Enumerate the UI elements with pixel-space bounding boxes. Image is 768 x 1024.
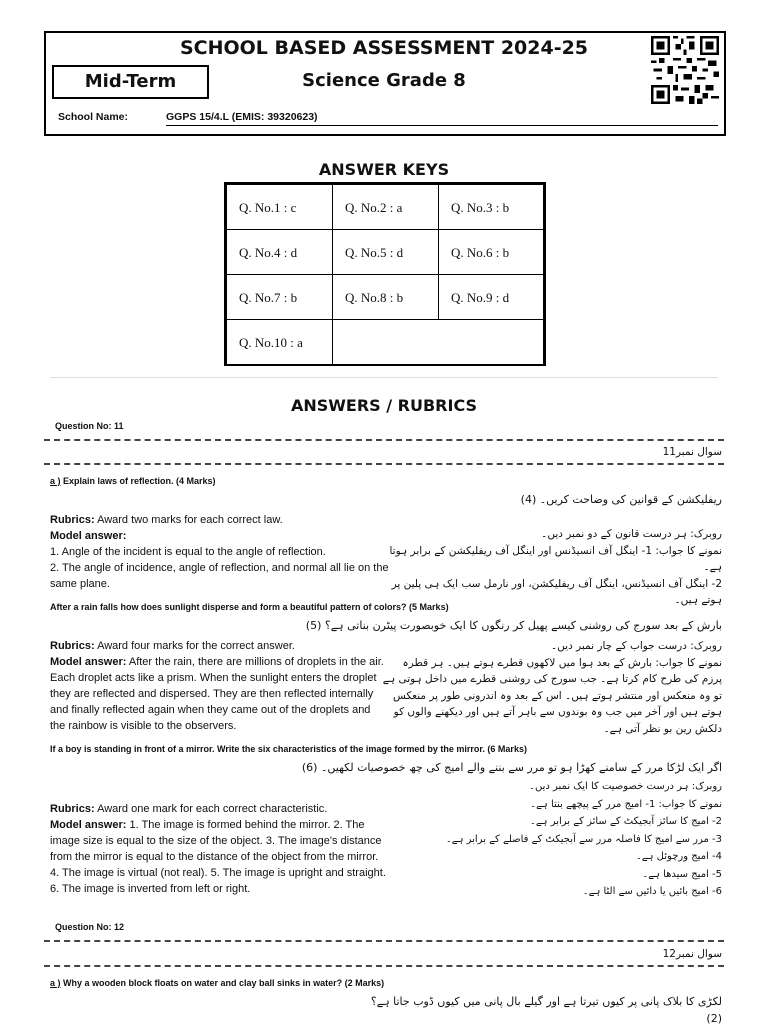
question-11a-urdu: ریفلیکشن کے قوانین کی وضاحت کریں۔ (4) xyxy=(520,493,722,506)
question-12-urdu-label: سوال نمبر12 xyxy=(662,948,722,960)
question-11-label: Question No: 11 xyxy=(55,421,124,431)
dashed-divider xyxy=(44,940,724,942)
question-11b: After a rain falls how does sunlight disperse and form a beautiful pattern of colors? (5 Marks) xyxy=(50,602,449,612)
school-name-value: GGPS 15/4.L (EMIS: 39320623) xyxy=(166,111,718,126)
model-answer-line: 1. Angle of the incident is equal to the angle of reflection. xyxy=(50,546,326,558)
dashed-divider xyxy=(44,439,724,441)
rubrics-label: Rubrics: xyxy=(50,514,95,526)
rubrics-label: Rubrics: xyxy=(50,803,95,815)
rubrics-text: Award four marks for the correct answer. xyxy=(94,640,295,652)
question-11a xyxy=(50,476,216,486)
urdu-answer-line: 2- اینگل آف انسیڈنس، اینگل آف ریفلیکشن، اور نارمل سب ایک ہی پلین پر ہوتے ہیں۔ xyxy=(391,577,722,606)
answer-key-cell-empty xyxy=(332,319,544,365)
urdu-answer-line: نمونے کا جواب: 1- اینگل آف انسیڈنس اور اینگل آف ریفلیکشن کے برابر ہوتا ہے۔ xyxy=(389,544,722,573)
model-answer-text: 1. The image is formed behind the mirror. 2. The image size is equal to the size of the object. 3. The image's distance from the mirror is equal to the distance of the object from the mirror. 4. The image is virtual (not real). 5. The image is upright and straight. 6. The image is inverted from left or right. xyxy=(50,819,386,895)
page-title: SCHOOL BASED ASSESSMENT 2024-25 xyxy=(179,37,589,59)
rubrics-label: Rubrics: xyxy=(50,640,95,652)
question-11c: If a boy is standing in front of a mirror. Write the six characteristics of the image formed by the mirror. (6 Marks) xyxy=(50,744,527,754)
dashed-divider xyxy=(44,463,724,465)
answer-key-cell: Q. No.9 : d xyxy=(438,274,544,320)
question-11-urdu-label: سوال نمبر11 xyxy=(662,446,722,458)
term-badge: Mid-Term xyxy=(52,65,209,99)
question-12a-urdu: لکڑی کا بلاک پانی پر کیوں تیرتا ہے اور گیلے بال پانی میں کیوں ڈوب جاتا ہے؟ (2) xyxy=(370,995,722,1024)
answer-keys-title: ANSWER KEYS xyxy=(318,160,450,179)
question-12a-prefix: a ) xyxy=(50,978,61,988)
section-divider xyxy=(50,377,718,378)
school-name-label: School Name: xyxy=(58,111,129,123)
urdu-answer-line: نمونے کا جواب: بارش کے بعد ہوا میں لاکھوں قطرے ہوتے ہیں۔ ہر قطرہ پرزم کی طرح کام کرتا ہے۔ جب سورج کی روشنی قطرے میں داخل ہوتی ہے تو وہ منعکس اور منتشر ہوتے ہیں۔ اس کے بعد وہ اندرونی طور پر منعکس ہوتے ہیں اور آخر میں جب وہ بوندوں سے باہر آتے ہیں اور دیکھنے والوں کو دلکش رین بو نظر آتی ہے۔ xyxy=(382,656,722,735)
rubrics-title: ANSWERS / RUBRICS xyxy=(290,396,478,415)
urdu-answer-line: 5- امیج سیدھا ہے۔ xyxy=(642,868,722,880)
answer-key-cell: Q. No.3 : b xyxy=(438,184,544,230)
qr-code-icon xyxy=(651,36,719,104)
subject-title: Science Grade 8 xyxy=(302,70,466,91)
urdu-answer-line: 6- امیج بائیں یا دائیں سے الٹا ہے۔ xyxy=(582,886,722,897)
answer-11c-urdu xyxy=(382,778,722,901)
urdu-answer-line: نمونے کا جواب: 1- امیج مرر کے پیچھے بنتا ہے۔ xyxy=(530,798,722,810)
question-12-label: Question No: 12 xyxy=(55,922,125,932)
model-answer-text: After the rain, there are millions of droplets in the air. Each droplet acts like a prism. When the sunlight enters the droplet they are reflected and dispersed. They are then reflected internally and finally reflected again when they came out of the droplets and the rainbow is visible to the observers. xyxy=(50,656,384,732)
urdu-answer-line: 4- امیج ورچوئل ہے۔ xyxy=(635,851,722,862)
answer-keys-table xyxy=(224,182,546,366)
answer-11c xyxy=(50,801,386,897)
rubrics-text: Award one mark for each correct characteristic. xyxy=(94,803,328,815)
answer-key-cell: Q. No.1 : c xyxy=(226,184,333,230)
model-answer-line: 2. The angle of incidence, angle of reflection, and normal all lie on the same plane. xyxy=(50,562,389,590)
model-answer-label: Model answer: xyxy=(50,656,127,668)
rubrics-text: Award two marks for each correct law. xyxy=(94,514,283,526)
answer-key-cell: Q. No.5 : d xyxy=(332,229,439,275)
answer-11b xyxy=(50,638,386,734)
urdu-answer-line: روبرک: ہر درست قانون کے دو نمبر دیں۔ xyxy=(541,528,722,540)
question-11b-urdu: بارش کے بعد سورج کی روشنی کیسے پھیل کر رنگوں کا ایک خوبصورت پیٹرن بناتی ہے؟ (5) xyxy=(305,619,722,632)
question-11a-text: Explain laws of reflection. (4 Marks) xyxy=(60,476,216,486)
answer-key-cell: Q. No.2 : a xyxy=(332,184,439,230)
question-11a-prefix: a ) xyxy=(50,476,61,486)
answer-key-cell: Q. No.10 : a xyxy=(226,319,333,365)
question-11c-urdu: اگر ایک لڑکا مرر کے سامنے کھڑا ہو تو مرر سے بننے والے امیج کی چھ خصوصیات لکھیں۔ (6) xyxy=(301,761,722,774)
urdu-answer-line: 3- مرر سے امیج کا فاصلہ مرر سے آبجیکٹ کے فاصلے کے برابر ہے۔ xyxy=(445,833,722,845)
question-12a-text: Why a wooden block floats on water and clay ball sinks in water? (2 Marks) xyxy=(60,978,385,988)
question-12a xyxy=(50,978,384,988)
answer-key-cell: Q. No.8 : b xyxy=(332,274,439,320)
answer-key-cell: Q. No.4 : d xyxy=(226,229,333,275)
dashed-divider xyxy=(44,965,724,967)
model-answer-label: Model answer: xyxy=(50,819,127,831)
answer-key-cell: Q. No.6 : b xyxy=(438,229,544,275)
answer-11a xyxy=(50,512,390,592)
answer-11b-urdu xyxy=(382,638,722,737)
urdu-answer-line: 2- امیج کا سائز آبجیکٹ کے سائز کے برابر ہے۔ xyxy=(529,816,722,827)
answer-key-cell: Q. No.7 : b xyxy=(226,274,333,320)
urdu-answer-line: روبرک: ہر درست خصوصیت کا ایک نمبر دیں۔ xyxy=(529,781,722,792)
answer-11a-urdu xyxy=(382,526,722,609)
model-answer-label: Model answer: xyxy=(50,530,127,542)
urdu-answer-line: روبرک: درست جواب کے چار نمبر دیں۔ xyxy=(551,640,722,652)
